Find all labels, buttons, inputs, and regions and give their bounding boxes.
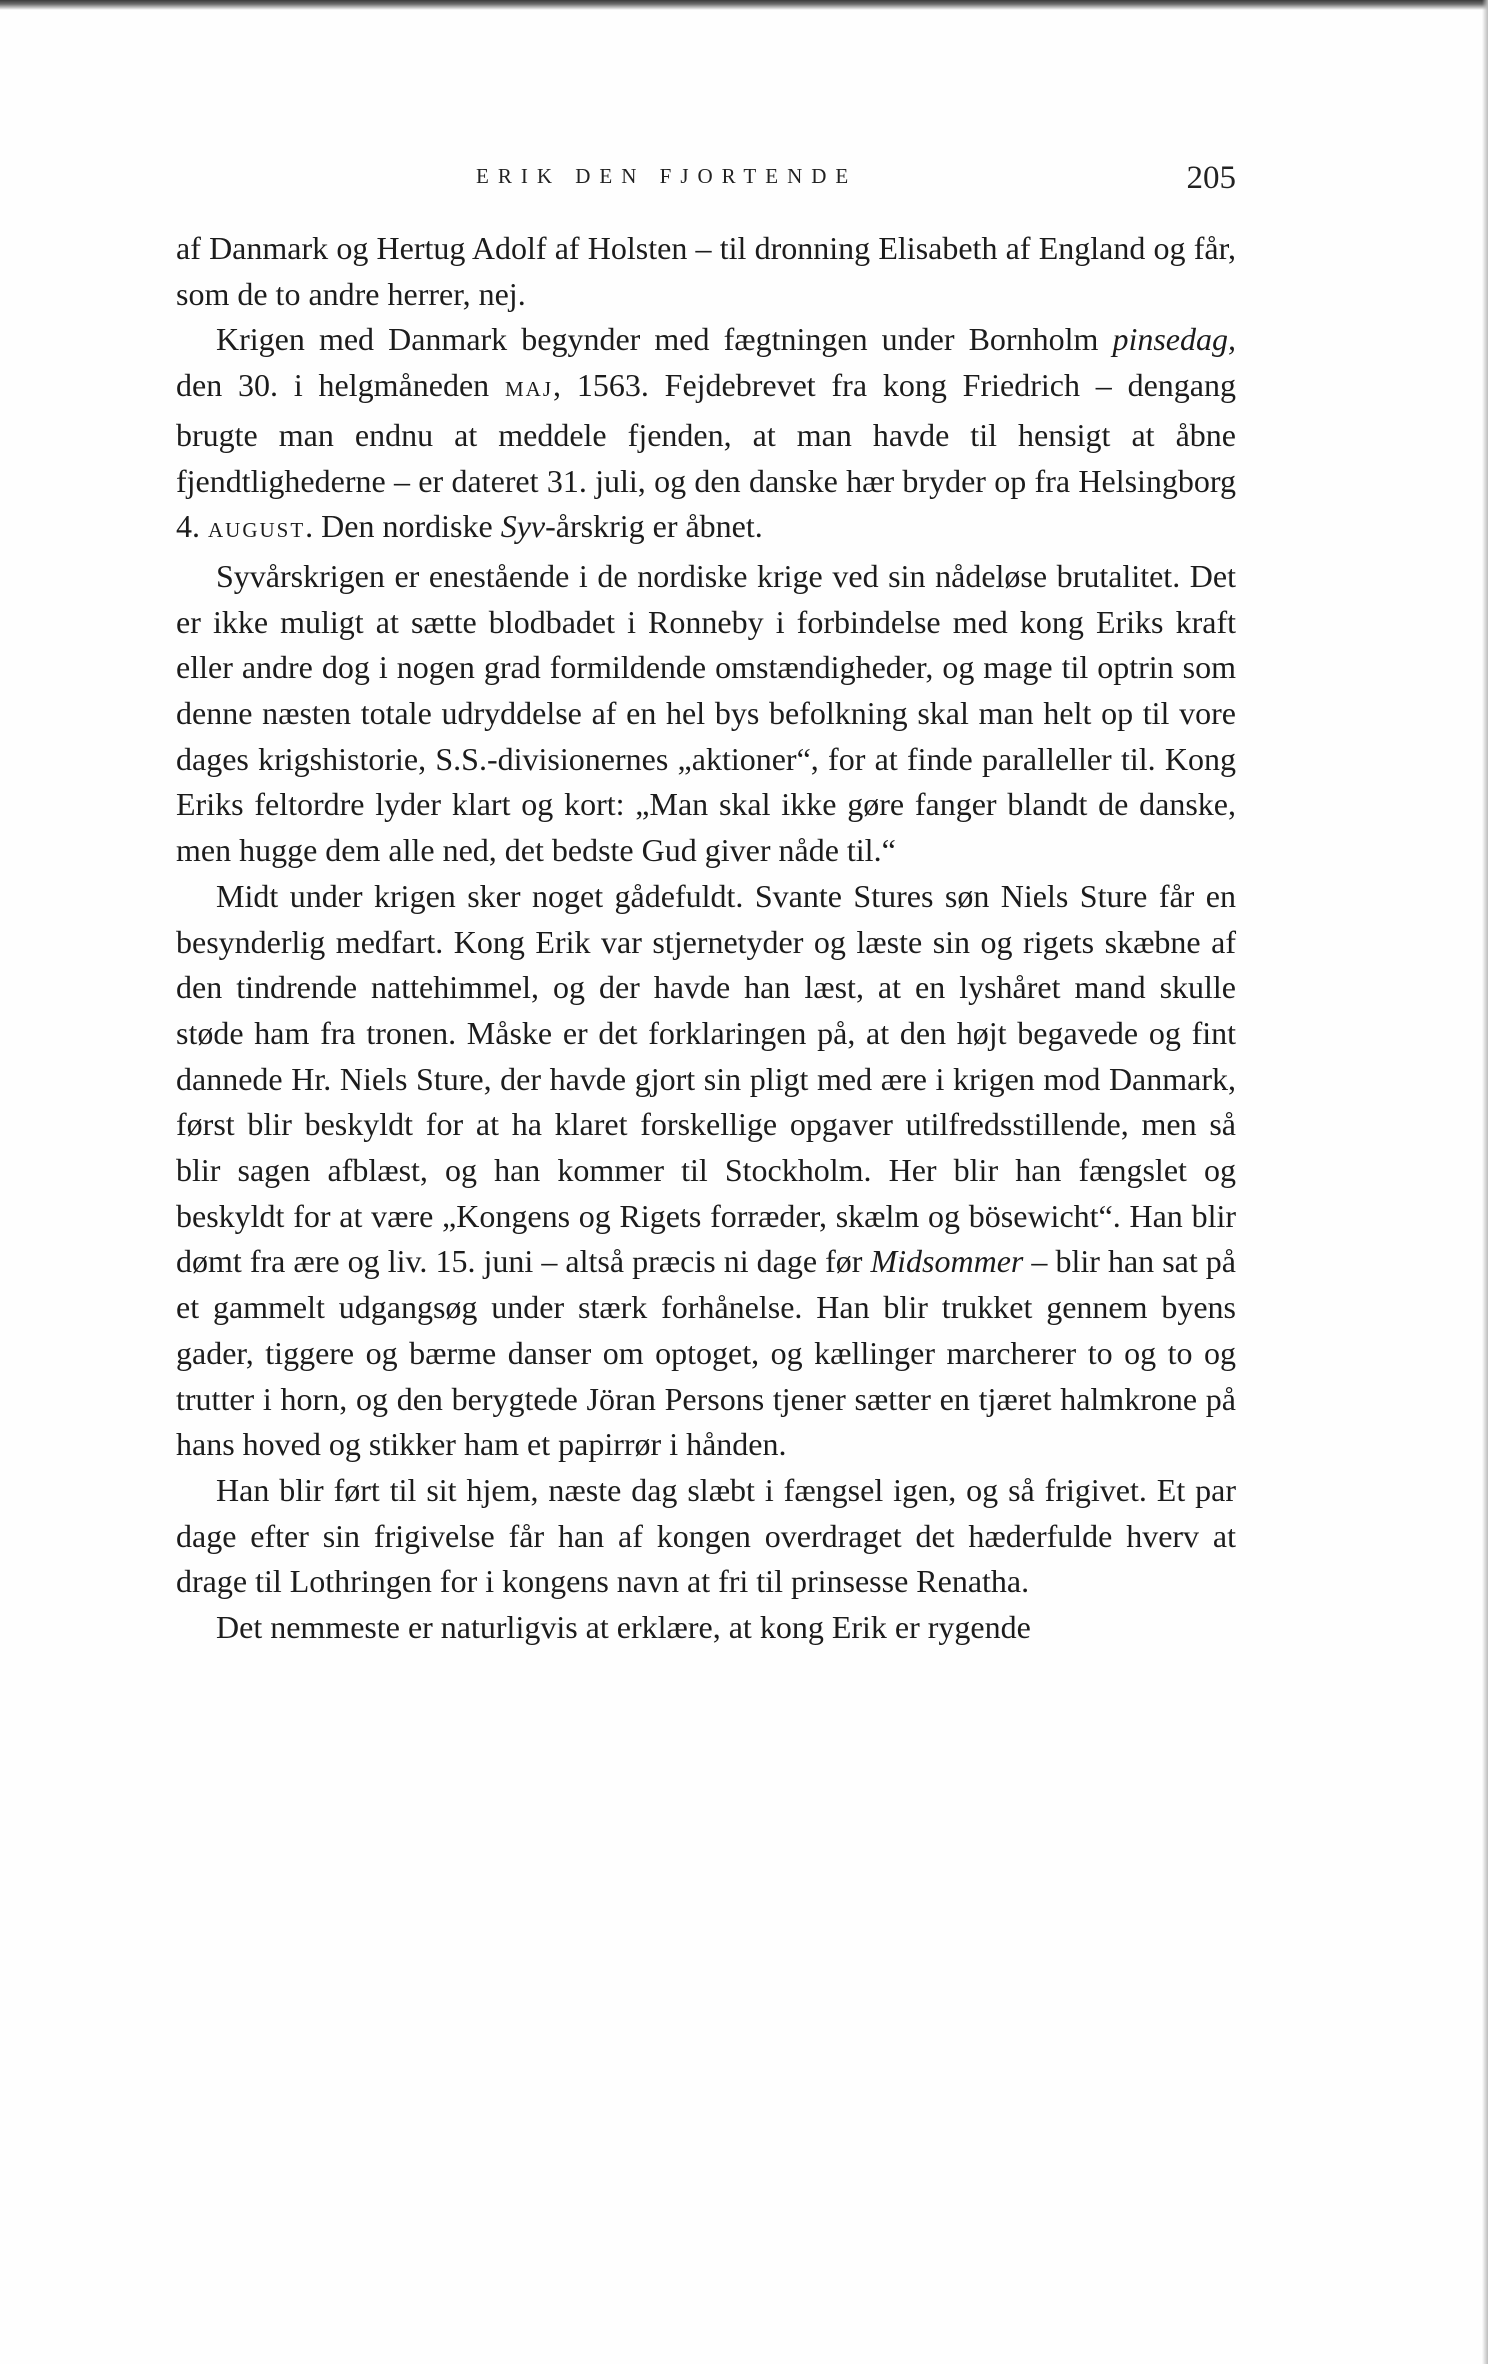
paragraph-5: [176, 1468, 1236, 1605]
page-number: 205: [1186, 160, 1236, 196]
body-text: [176, 226, 1236, 1651]
running-title: ERIK DEN FJORTENDE: [476, 164, 858, 188]
paragraph-5-text: Han blir ført til sit hjem, næste dag slæbt i fængsel igen, og så frigivet. Et par dage efter sin frigivelse får han af kongen overdraget det hæderfulde hverv at drage til Lothringen for i kongens navn at fri til prinsesse Renatha.: [176, 1471, 1236, 1600]
paragraph-2-text-d: . Den nordiske: [305, 508, 501, 545]
paragraph-4-italic-midsommer: Midsommer: [870, 1243, 1024, 1280]
paragraph-4-text-a: Midt under krigen sker noget gådefuldt. Svante Stures søn Niels Sture får en besynderlig medfart. Kong Erik var stjernetyder og læste sin og rigets skæbne af den tindrende nattehimmel, og der havde han læst, at en lyshåret mand skulle støde ham fra tronen. Måske er det forklaringen på, at den højt begavede og fint dannede Hr. Niels Sture, der havde gjort sin pligt med ære i krigen mod Danmark, først blir beskyldt for at ha klaret forskellige opgaver utilfredsstillende, men så blir sagen afblæst, og han kommer til Stockholm. Her blir han fængslet og beskyldt for at være „Kongens og Rigets forræder, skælm og bösewicht“. Han blir dømt fra ære og liv. 15. juni – altså præcis ni dage før: [176, 877, 1236, 1280]
paragraph-2-text-b: den 30. i helgmåneden: [176, 367, 505, 404]
paragraph-2-text-c: , 1563. Fejdebrevet fra kong Friedrich – dengang brugte man endnu at meddele fjenden, at man havde til hensigt at åbne fjendtlighederne – er dateret 31. juli, og den danske hær bryder op fra Helsingborg 4.: [176, 367, 1237, 545]
paragraph-2-text-a: Krigen med Danmark begynder med fægtningen under Bornholm: [216, 321, 1113, 358]
paragraph-2: [176, 317, 1236, 554]
scan-top-edge: [0, 0, 1488, 10]
page-header: [176, 160, 1236, 200]
paragraph-2-text-e: -årskrig er åbnet.: [545, 508, 763, 545]
paragraph-2-italic-syv: Syv: [500, 508, 546, 545]
paragraph-6-text: Det nemmeste er naturligvis at erklære, at kong Erik er rygende: [216, 1609, 1031, 1646]
paragraph-3: [176, 554, 1236, 874]
paragraph-6: [176, 1605, 1236, 1651]
paragraph-2-smallcaps-maj: MAJ: [504, 377, 553, 402]
paragraph-2-italic-pinsedag: pinsedag,: [1112, 321, 1236, 358]
paragraph-2-smallcaps-august: AUGUST: [208, 518, 306, 543]
paragraph-4-text-b: – blir han sat på et gammelt udgangsøg under stærk forhånelse. Han blir trukket gennem byens gader, tiggere og bærme danser om optoget, og kællinger marcherer to og to og trutter i horn, og den berygtede Jöran Persons tjener sætter en tjæret halmkrone på hans hoved og stikker ham et papirrør i hånden.: [176, 1243, 1237, 1463]
paragraph-4: [176, 874, 1236, 1468]
paragraph-1-text: af Danmark og Hertug Adolf af Holsten – til dronning Elisabeth af England og får, som de to andre herrer, nej.: [176, 230, 1236, 312]
paragraph-3-text: Syvårskrigen er enestående i de nordiske krige ved sin nådeløse brutalitet. Det er ikke muligt at sætte blodbadet i Ronneby i forbindelse med kong Eriks kraft eller andre dog i nogen grad formildende omstændigheder, og mage til optrin som denne næsten totale udryddelse af en hel bys befolkning skal man helt op til vore dages krigshistorie, S.S.-divisionernes „aktioner“, for at finde paralleller til. Kong Eriks feltordre lyder klart og kort: „Man skal ikke gøre fanger blandt de danske, men hugge dem alle ned, det bedste Gud giver nåde til.“: [176, 557, 1236, 869]
scan-right-edge: [1482, 0, 1488, 2364]
paragraph-1: [176, 226, 1236, 317]
